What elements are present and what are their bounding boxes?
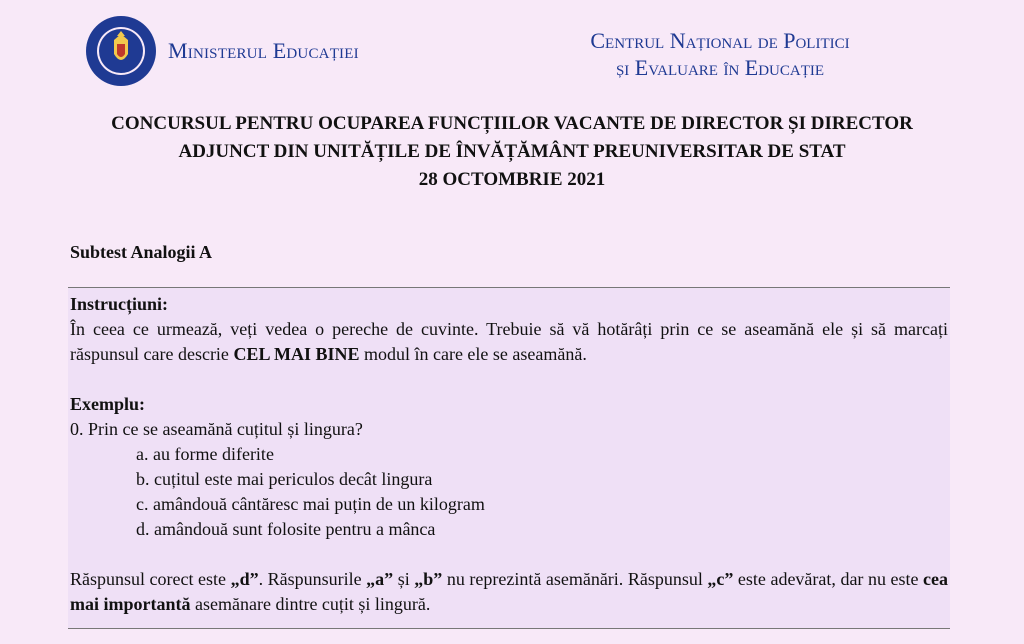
exam-title-line2: ADJUNCT DIN UNITĂȚILE DE ÎNVĂȚĂMÂNT PREUNIVERSITAR DE STAT <box>178 141 846 162</box>
answer-text-4: nu reprezintă asemănări. Răspunsul <box>442 569 708 589</box>
answer-text-3: și <box>393 569 415 589</box>
answer-letter-c: „c” <box>707 569 734 589</box>
answer-text-1: Răspunsul corect este <box>70 569 231 589</box>
subtest-heading: Subtest Analogii A <box>70 242 213 262</box>
answer-correct-letter: „d” <box>230 569 259 589</box>
answer-text-2: . Răspunsurile <box>258 569 367 589</box>
option-a: a. au forme diferite <box>136 444 274 464</box>
instructions-box <box>68 287 950 629</box>
option-d: d. amândouă sunt folosite pentru a mânca <box>136 519 436 539</box>
example-options <box>70 442 948 542</box>
answer-text-6: asemănare dintre cuțit și lingură. <box>190 594 431 614</box>
example-answer <box>70 567 948 617</box>
page-header <box>0 0 1024 100</box>
option-b: b. cuțitul este mai periculos decât lingura <box>136 469 433 489</box>
answer-text-5: este adevărat, dar nu este <box>733 569 924 589</box>
government-seal-logo <box>84 14 158 88</box>
ministry-name: Ministerul Educației <box>168 38 359 63</box>
example-question: 0. Prin ce se aseamănă cuțitul și lingura? <box>70 419 363 439</box>
instructions-text-part1: În ceea ce urmează, veți vedea o pereche de cuvinte. Trebuie să vă hotărâți prin ce se aseamănă ele și să marcați răspunsul care descrie <box>70 319 948 364</box>
example-heading: Exemplu: <box>70 394 146 414</box>
instructions-text-part2: modul în care ele se aseamănă. <box>359 344 587 364</box>
exam-date: 28 OCTOMBRIE 2021 <box>418 169 606 190</box>
answer-letter-b: „b” <box>414 569 443 589</box>
instructions-heading: Instrucțiuni: <box>70 294 169 314</box>
exam-title <box>40 110 984 194</box>
instructions-text <box>70 317 948 367</box>
answer-letter-a: „a” <box>366 569 394 589</box>
center-name-line1: Centrul Național de Politici <box>590 28 850 53</box>
center-name <box>560 27 880 81</box>
answer-emphasis: cea mai importantă <box>70 569 949 614</box>
center-name-line2: și Evaluare în Educație <box>615 55 825 80</box>
instructions-emphasis: CEL MAI BINE <box>233 344 360 364</box>
option-c: c. amândouă cântăresc mai puțin de un kilogram <box>136 494 485 514</box>
exam-title-line1: CONCURSUL PENTRU OCUPAREA FUNCȚIILOR VACANTE DE DIRECTOR ȘI DIRECTOR <box>111 113 913 134</box>
